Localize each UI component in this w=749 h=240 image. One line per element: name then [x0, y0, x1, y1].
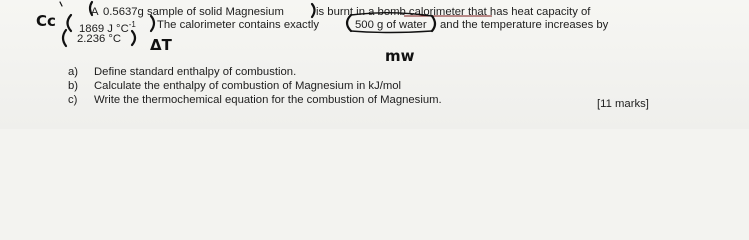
- part-a-label: a): [68, 66, 79, 78]
- part-b-text: Calculate the enthalpy of combustion of Magnesium in kJ/mol: [94, 80, 402, 92]
- part-c-text: Write the thermochemical equation for the combustion of Magnesium.: [94, 94, 442, 106]
- paren-water-close: [432, 16, 435, 31]
- heat-capacity-value: 1869 J $^\circ C^{-1}$: [79, 20, 136, 35]
- part-c-label: c): [68, 94, 78, 106]
- delta-t-annotation: ΔT: [150, 36, 172, 54]
- stem-contains: The calorimeter contains exactly: [157, 19, 319, 31]
- mw-annotation: mw: [385, 47, 415, 65]
- cc-annotation: Cc: [36, 12, 56, 30]
- paren-temp-open: [63, 30, 66, 46]
- stem-calorimeter: is burnt in a bomb calorimeter that has heat capacity of: [316, 6, 591, 18]
- stray-mark: [60, 2, 62, 6]
- temperature-change: 2.236 °C: [77, 33, 122, 45]
- paren-sample-close: [312, 4, 315, 17]
- water-mass: 500 g of water: [355, 19, 427, 31]
- stem-article: A: [91, 6, 99, 18]
- stem-temperature: and the temperature increases by: [440, 19, 609, 31]
- part-a-text: Define standard enthalpy of combustion.: [94, 66, 297, 78]
- paren-heat-close: [151, 16, 154, 31]
- paren-heat-open: [68, 15, 72, 31]
- part-b-label: b): [68, 80, 79, 92]
- marks-total: [11 marks]: [597, 98, 649, 110]
- stem-sample: 0.5637g sample of solid Magnesium: [103, 6, 284, 18]
